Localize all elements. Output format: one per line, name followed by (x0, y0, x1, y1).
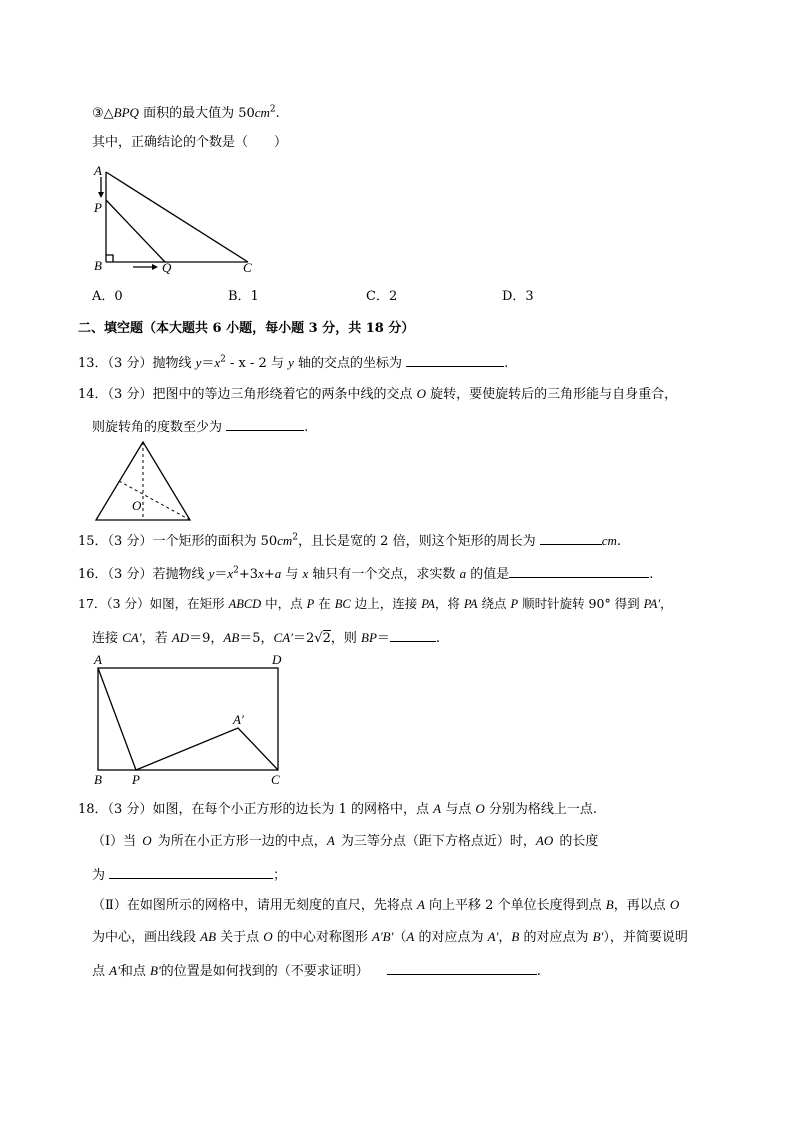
unit: cm (254, 105, 270, 120)
var: ABCD (228, 597, 262, 611)
text: ，若 (141, 631, 172, 646)
var: B' (150, 963, 161, 978)
answer-blank[interactable] (509, 563, 649, 578)
q17-rectangle-figure (88, 652, 298, 788)
text: 顺时针旋转 90° 得到 (518, 596, 644, 611)
text: ， (660, 596, 673, 611)
question-17-line-1 (78, 595, 673, 613)
answer-blank[interactable] (387, 960, 537, 975)
var: A' (487, 929, 499, 944)
text: 17．（3 分）如图，在矩形 (78, 596, 229, 611)
sqrt-radicand: 2 (322, 631, 331, 646)
text: 与 (281, 567, 303, 582)
text: （Ⅰ）当 (92, 834, 143, 849)
text: 与点 (441, 802, 476, 817)
label-c: C (271, 772, 280, 787)
q12-prompt: 其中，正确结论的个数是（ ） (92, 135, 288, 150)
var: AB (200, 929, 217, 944)
var: A' (109, 963, 120, 978)
superscript: 2 (292, 532, 299, 543)
text: ＝5， (239, 631, 274, 646)
label-o: O (132, 498, 142, 513)
text: 关于点 (216, 930, 264, 945)
unit: cm (277, 533, 293, 548)
var: A (433, 801, 442, 816)
unit: cm (601, 533, 617, 548)
segment-pq (106, 200, 165, 262)
label-p: P (132, 772, 140, 787)
label-b: B (94, 772, 102, 787)
q14-equilateral-triangle-figure (92, 438, 196, 524)
text: 为所在小正方形一边的中点， (151, 834, 327, 849)
text: 旋转，要使旋转后的三角形能与自身重合， (425, 387, 678, 402)
text: 绕点 (477, 596, 511, 611)
text: 边上，连接 (350, 596, 422, 611)
text: ，且长是宽的 2 倍，则这个矩形的周长为 (298, 534, 540, 549)
text: . (536, 964, 541, 979)
question-18-line-5 (92, 928, 688, 947)
var: O (475, 801, 485, 816)
text: 在 (314, 596, 335, 611)
label-a: A (94, 652, 102, 667)
section-heading: 二、填空题（本大题共 6 小题，每小题 3 分，共 18 分） (78, 321, 415, 336)
option-b: B．1 (228, 289, 259, 304)
text: 16．（3 分）若抛物线 (78, 567, 209, 582)
text: （ (393, 930, 407, 945)
question-18-line-4 (92, 896, 679, 915)
text: 14．（3 分）把图中的等边三角形绕着它的两条中线的交点 (78, 387, 417, 402)
text: ，则 (330, 631, 362, 646)
question-13 (78, 352, 508, 373)
label-c: C (243, 260, 252, 275)
label-a: A (94, 163, 102, 178)
arrow-right-head (152, 264, 158, 270)
option-a: A．0 (92, 289, 123, 304)
text: 的对应点为 (519, 930, 593, 945)
text: 为中心，画出线段 (92, 930, 201, 945)
superscript: 2 (233, 565, 239, 576)
superscript: 2 (269, 104, 276, 115)
text: 则旋转角的度数至少为 (92, 420, 227, 435)
var: a (274, 566, 282, 581)
text: ③△ (92, 106, 114, 121)
text: 的长度 (553, 834, 599, 849)
text: （Ⅱ）在如图所示的网格中，请用无刻度的直尺，先将点 (92, 898, 417, 913)
q12-statement-3 (92, 104, 280, 123)
text: 为 (92, 868, 110, 883)
text: . (616, 534, 622, 549)
var: CA′ (122, 630, 142, 645)
superscript: 2 (220, 354, 226, 365)
path-a-p-aprime-c (98, 668, 278, 770)
var: A'B' (371, 929, 394, 944)
answer-blank[interactable] (406, 352, 504, 367)
var: B (605, 897, 614, 912)
label-b: B (94, 258, 102, 273)
text: 连接 (92, 631, 123, 646)
var: PA′ (643, 597, 661, 611)
text: + (263, 567, 275, 582)
question-16 (78, 563, 653, 584)
var: x (302, 566, 309, 581)
text: 轴的交点的坐标为 (293, 356, 407, 371)
var: P (510, 597, 519, 611)
text: 中，点 (261, 596, 307, 611)
var: y (195, 355, 202, 370)
text: 18．（3 分）如图，在每个小正方形的边长为 1 的网格中，点 (78, 802, 434, 817)
text: 的位置是如何找到的（不要求证明） (160, 964, 369, 979)
label-q: Q (162, 260, 172, 275)
text: 的对应点为 (414, 930, 488, 945)
label-p: P (94, 200, 102, 215)
text: 轴只有一个交点，求实数 (308, 567, 460, 582)
var: A (326, 833, 335, 848)
var: BC (334, 597, 351, 611)
arrow-down-head (98, 192, 104, 198)
text: 的中心对称图形 (272, 930, 372, 945)
var: O (669, 897, 680, 912)
label-a-prime: A′ (233, 712, 244, 727)
var: BPQ (113, 105, 139, 120)
rectangle-abcd (98, 668, 278, 770)
question-15 (78, 530, 621, 551)
text: 的值是 (466, 567, 510, 582)
text: 点 (92, 964, 110, 979)
var: O (263, 929, 273, 944)
text: ，将 (434, 596, 464, 611)
text: 为三等分点（距下方格点近）时， (334, 834, 536, 849)
var: x (258, 566, 264, 581)
text: ， (498, 930, 512, 945)
var: y (288, 355, 294, 370)
question-18-line-2 (92, 832, 598, 851)
text: 和点 (119, 964, 151, 979)
answer-blank[interactable] (226, 416, 304, 431)
question-18-line-3 (92, 864, 286, 885)
var: AB (223, 630, 240, 645)
answer-blank[interactable] (390, 627, 436, 642)
right-angle-mark (106, 255, 113, 262)
text: 分别为格线上一点. (484, 802, 597, 817)
text: . (435, 631, 441, 646)
var: B (511, 929, 520, 944)
text: . (304, 420, 309, 435)
var: A (406, 929, 415, 944)
var: AD (171, 630, 190, 645)
var: CA′ (273, 630, 294, 645)
question-17-line-2 (92, 627, 440, 648)
var: x (227, 566, 234, 581)
question-14-line-1 (78, 385, 677, 404)
text: ，再以点 (613, 898, 670, 913)
text: 面积的最大值为 50 (138, 106, 255, 121)
question-14-line-2 (92, 416, 308, 437)
text: ＝ (214, 567, 228, 582)
sqrt-symbol: √ (314, 631, 323, 646)
option-c: C．2 (366, 289, 398, 304)
var: PA (421, 597, 435, 611)
var: AO (535, 833, 554, 848)
var: B' (592, 929, 604, 944)
option-d: D．3 (502, 289, 534, 304)
label-d: D (272, 652, 282, 667)
text: . (504, 356, 509, 371)
var: a (459, 566, 467, 581)
var: BP (361, 630, 377, 645)
text: +3 (238, 567, 259, 582)
text: ； (273, 868, 287, 883)
text: - x - 2 与 (225, 356, 289, 371)
var: y (208, 566, 215, 581)
var: O (416, 386, 426, 401)
text: . (275, 106, 280, 121)
text: ＝ (201, 356, 215, 371)
var: P (306, 597, 315, 611)
text: 13．（3 分）抛物线 (78, 356, 196, 371)
q12-triangle-figure (88, 160, 268, 280)
answer-blank[interactable] (109, 864, 273, 879)
question-18-line-1 (78, 800, 597, 819)
var: O (142, 833, 152, 848)
var: PA (463, 597, 478, 611)
text: ＝ (376, 631, 390, 646)
text: . (649, 567, 654, 582)
answer-blank[interactable] (540, 530, 602, 545)
text: 向上平移 2 个单位长度得到点 (424, 898, 606, 913)
var: x (214, 355, 221, 370)
side-ac (106, 172, 248, 262)
question-18-line-6 (92, 960, 541, 981)
text: 15．（3 分）一个矩形的面积为 50 (78, 534, 278, 549)
text: ），并简要说明 (603, 930, 688, 945)
var: A (416, 897, 425, 912)
median-2 (119, 481, 190, 520)
text: ＝2 (293, 631, 315, 646)
text: ＝9， (189, 631, 224, 646)
